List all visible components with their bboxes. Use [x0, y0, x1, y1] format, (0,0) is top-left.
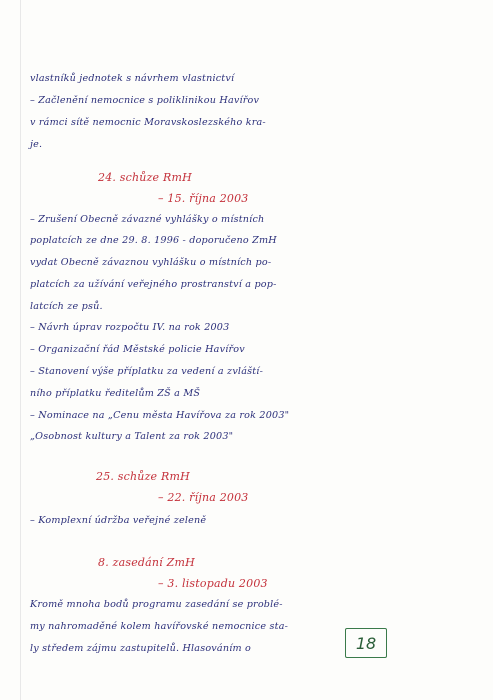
meeting-line: – Komplexní údržba veřejné zeleně [30, 515, 207, 526]
meeting-date: – 15. října 2003 [158, 192, 249, 205]
meeting-line: – Stanovení výše příplatku za vedení a zvláští- [30, 366, 264, 377]
meeting-line: platcích za užívání veřejného prostranství a pop- [30, 279, 277, 290]
session-heading: 8. zasedání ZmH [98, 556, 195, 569]
session-date: – 3. listopadu 2003 [158, 577, 268, 590]
meeting-date: – 22. října 2003 [158, 491, 249, 504]
session-line: my nahromaděné kolem havířovské nemocnice sta- [30, 621, 289, 632]
session-line: Kromě mnoha bodů programu zasedání se problé- [30, 599, 283, 610]
meeting-line: ního příplatku ředitelům ZŠ a MŠ [30, 388, 201, 399]
page-margin [20, 0, 21, 700]
page-number-box [345, 628, 387, 658]
intro-line: vlastníků jednotek s návrhem vlastnictví [30, 73, 235, 84]
meeting-heading: 24. schůze RmH [98, 171, 192, 184]
meeting-heading: 25. schůze RmH [96, 470, 190, 483]
intro-line: – Začlenění nemocnice s poliklinikou Havířov [30, 95, 260, 106]
session-line: ly středem zájmu zastupitelů. Hlasováním o [30, 643, 252, 654]
meeting-line: vydat Obecně závaznou vyhlášku o místních po- [30, 257, 272, 268]
page-number: 18 [355, 633, 377, 653]
meeting-line: latcích ze psů. [30, 301, 103, 312]
meeting-line: „Osobnost kultury a Talent za rok 2003" [30, 431, 234, 442]
intro-line: je. [30, 139, 43, 150]
intro-line: v rámci sítě nemocnic Moravskoslezského kra- [30, 117, 266, 128]
meeting-line: – Organizační řád Městské policie Havířov [30, 344, 245, 355]
meeting-line: – Nominace na „Cenu města Havířova za rok 2003" [30, 410, 290, 421]
meeting-line: poplatcích ze dne 29. 8. 1996 - doporučeno ZmH [30, 235, 277, 246]
meeting-line: – Zrušení Obecně závazné vyhlášky o místních [30, 214, 265, 225]
meeting-line: – Návrh úprav rozpočtu IV. na rok 2003 [30, 322, 230, 333]
